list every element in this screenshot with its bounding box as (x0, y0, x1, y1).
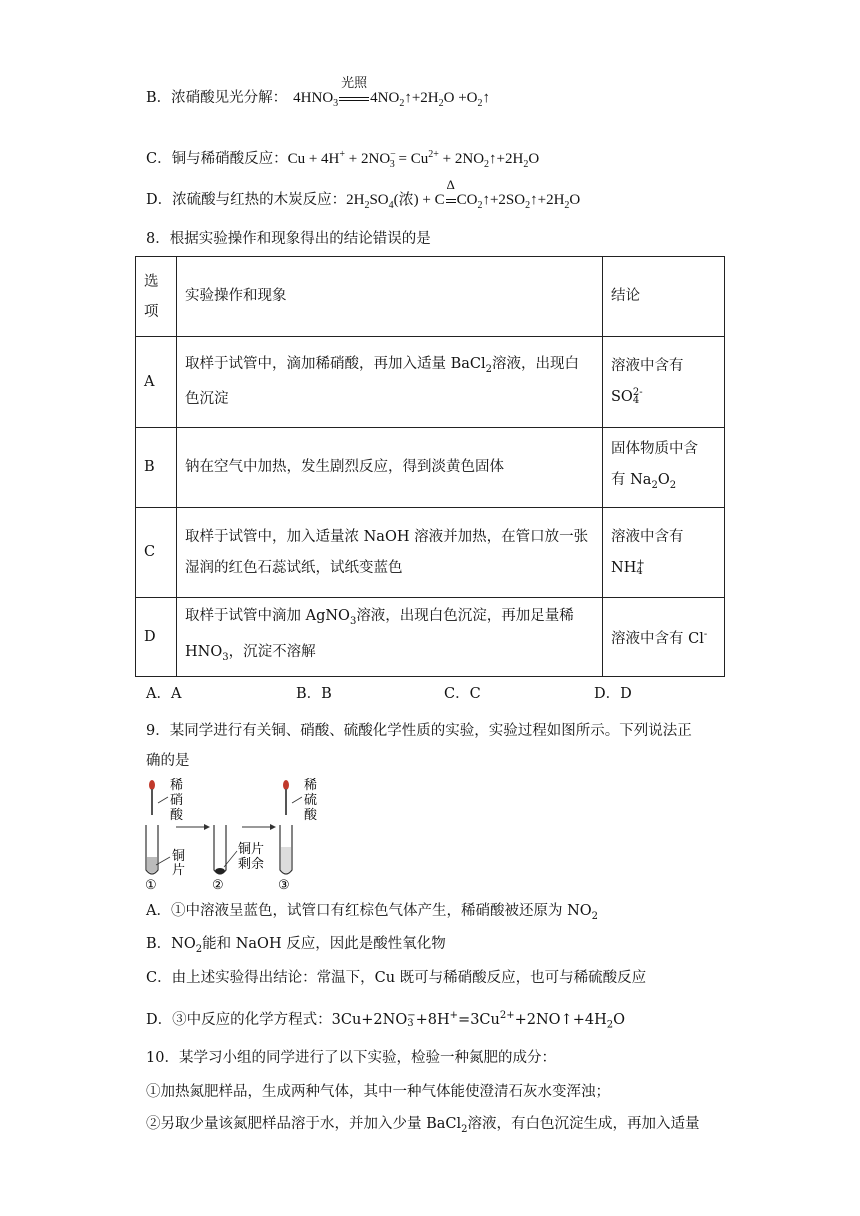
option-label: C．铜与稀硝酸反应： (146, 151, 288, 167)
row-option: C (136, 508, 177, 598)
row-operation: 钠在空气中加热，发生剧烈反应，得到淡黄色固体 (177, 428, 603, 508)
dropper-1-icon (149, 780, 155, 815)
q9-option-c[interactable]: C．由上述实验得出结论：常温下，Cu 既可与稀硝酸反应，也可与稀硫酸反应 (146, 970, 647, 986)
formula-text: SO (369, 192, 389, 208)
formula-text: O +O (443, 90, 478, 106)
table-row (136, 508, 725, 598)
step-2: ② (212, 878, 224, 893)
reaction-condition: Δ (445, 190, 457, 210)
acid2-char-3: 酸 (304, 808, 318, 823)
step-3: ③ (278, 878, 290, 893)
formula-text: + 2NO (438, 151, 485, 167)
step-1: ① (145, 878, 157, 893)
header-operation: 实验操作和现象 (177, 257, 603, 337)
reaction-condition: 光照 (338, 88, 370, 108)
row-operation: 取样于试管中，滴加稀硝酸，再加入适量 BaCl$_2$溶液，出现白 色沉淀 (177, 337, 603, 428)
q7-option-c: C．铜与稀硝酸反应：$Cu + 4H^+ + 2NO^-_3 = Cu^{2+}$ + $2NO_2↑+2H_2O$ (146, 149, 540, 170)
row-option: A (136, 337, 177, 428)
arrow-right-icon (242, 824, 276, 830)
test-tube-3-icon (280, 825, 292, 874)
formula-text: ↑+2H (404, 90, 439, 106)
acid1-char-1: 稀 (170, 778, 184, 793)
q9-option-b[interactable]: B．$NO_2$能和 NaOH 反应，因此是酸性氧化物 (146, 936, 446, 955)
remain-line-2: 剩余 (238, 857, 265, 872)
formula-text: ↑+2SO (482, 192, 526, 208)
row-conclusion: 溶液中含有 NH + 4 (603, 508, 725, 598)
table-header-row (136, 257, 725, 337)
row-operation: 取样于试管中滴加 AgNO$_3$溶液，出现白色沉淀，再加足量稀 $HNO_3$，沉淀不溶解 (177, 598, 603, 677)
formula-text: (浓) + C (393, 192, 445, 208)
table-row (136, 598, 725, 677)
header-option: 选项 (136, 257, 177, 337)
formula-text: CO (456, 192, 478, 208)
q8-table (135, 256, 725, 677)
arrow-right-icon (176, 824, 210, 830)
row-conclusion: 溶液中含有 SO 2- 4 (603, 337, 725, 428)
row-option: B (136, 428, 177, 508)
acid1-char-3: 酸 (170, 808, 184, 823)
formula-text: ↑ (482, 90, 490, 106)
formula-text: + 2NO (345, 151, 391, 167)
dropper-2-icon (283, 780, 289, 815)
q7-option-b: B．浓硝酸见光分解： $4HNO_3$ 光照 $4NO_2↑+2H_2O$ $+O_2↑$ (146, 75, 490, 109)
option-b[interactable]: B．B (296, 686, 332, 702)
test-tube-1-icon (146, 825, 158, 874)
formula-text: O (569, 192, 581, 208)
acid2-char-1: 稀 (304, 778, 318, 793)
acid2-char-2: 硫 (304, 793, 318, 808)
formula-text: 2H (346, 192, 365, 208)
experiment-figure (140, 775, 340, 895)
q10-line2: ②另取少量该氮肥样品溶于水，并加入少量 BaCl$_2$溶液，有白色沉淀生成，再加入适量 (146, 1116, 700, 1135)
option-c[interactable]: C．C (444, 686, 481, 702)
row-conclusion: 溶液中含有 Cl- (603, 598, 725, 677)
formula-text: 4NO (370, 90, 400, 106)
q9-stem-line2: 确的是 (146, 753, 190, 769)
row-option: D (136, 598, 177, 677)
table-row (136, 428, 725, 508)
row-conclusion: 固体物质中含 有 $Na_2O_2$ (603, 428, 725, 508)
formula-text: = Cu (394, 151, 429, 167)
formula-text: ↑+2H (489, 151, 524, 167)
remain-line-1: 铜片 (238, 842, 265, 857)
copper-char-2: 片 (172, 863, 186, 878)
q9-stem-line1: 9．某同学进行有关铜、硝酸、硫酸化学性质的实验，实验过程如图所示。下列说法正 (146, 723, 692, 739)
option-a[interactable]: A．A (146, 686, 182, 702)
q10-stem: 10．某学习小组的同学进行了以下实验，检验一种氮肥的成分： (146, 1050, 556, 1066)
q10-line1: ①加热氮肥样品，生成两种气体，其中一种气体能使澄清石灰水变浑浊； (146, 1084, 610, 1100)
formula-text: 4HNO (293, 90, 334, 106)
q9-option-d[interactable]: D．③中反应的化学方程式：3Cu+2NO − 3 $+8H^+=3Cu^{2+}+2NO↑+4H_2O$ (146, 1009, 625, 1031)
option-d[interactable]: D．D (594, 686, 632, 702)
formula-text: Cu + 4H (287, 151, 340, 167)
formula-text: O (528, 151, 540, 167)
q7-option-d: D．浓硫酸与红热的木炭反应：$2H_2SO_4$(浓) + C Δ $CO_2↑+2SO_2↑+2H_2O$ (146, 177, 581, 211)
q9-option-a[interactable]: A．①中溶液呈蓝色，试管口有红棕色气体产生，稀硝酸被还原为 $NO_2$ (146, 903, 599, 922)
copper-char-1: 铜 (172, 849, 186, 864)
option-label: D．浓硫酸与红热的木炭反应： (146, 192, 347, 208)
formula-text: ↑+2H (530, 192, 565, 208)
q8-stem: 8．根据实验操作和现象得出的结论错误的是 (146, 231, 431, 247)
option-label: B．浓硝酸见光分解： (146, 90, 288, 106)
table-row (136, 337, 725, 428)
header-conclusion: 结论 (603, 257, 725, 337)
acid1-char-2: 硝 (170, 793, 184, 808)
row-operation: 取样于试管中，加入适量浓 NaOH 溶液并加热，在管口放一张 湿润的红色石蕊试纸，试纸变蓝色 (177, 508, 603, 598)
